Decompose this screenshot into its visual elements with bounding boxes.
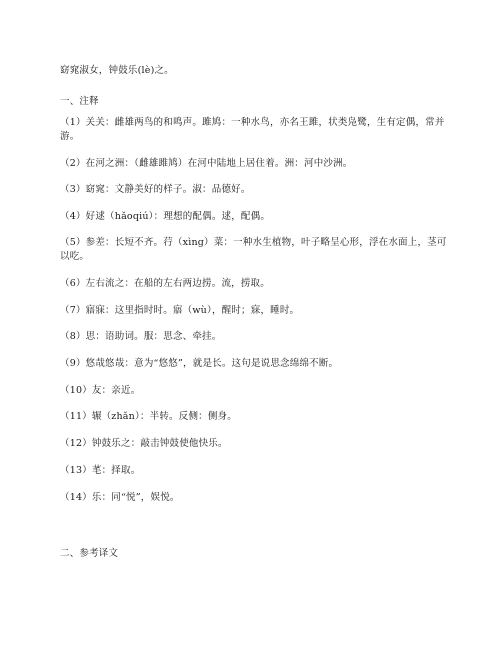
section-heading-translation: 二、参考译文 [60,548,119,559]
note-item-13: （13）芼：择取。 [60,465,141,476]
note-item-11: （11）辗（zhǎn）：半转。反侧：侧身。 [60,411,237,422]
note-item-12: （12）钟鼓乐之：敲击钟鼓使他快乐。 [60,438,228,449]
note-item-5: （5）参差：长短不齐。荇（xìng）菜：一种水生植物，叶子略呈心形，浮在水面上，茎可以吃。 [60,237,447,262]
note-item-10: （10）友：亲近。 [60,385,141,396]
note-item-8: （8）思：语助词。服：思念、牵挂。 [60,331,222,342]
note-item-1: （1）关关：雌雄两鸟的和鸣声。雎鸠：一种水鸟，亦名王雎，状类凫鹭，生有定偶，常并游。 [60,117,445,142]
intro-line: 窈窕淑女，钟鼓乐(lè)之。 [60,65,174,76]
note-item-4: （4）好逑（hǎoqiú）：理想的配偶。逑，配偶。 [60,211,271,222]
note-item-6: （6）左右流之：在船的左右两边捞。流，捞取。 [60,278,270,289]
note-item-14: （14）乐：同“悦”，娱悦。 [60,492,180,503]
section-heading-notes: 一、注释 [60,96,99,107]
note-item-9: （9）悠哉悠哉：意为“悠悠”，就是长。这句是说思念绵绵不断。 [60,358,339,369]
note-item-7: （7）寤寐：这里指时时。寤（wù），醒时；寐，睡时。 [60,305,300,316]
note-item-2: （2）在河之洲：（雌雄雎鸠）在河中陆地上居住着。洲：河中沙洲。 [60,158,353,169]
note-item-3: （3）窈窕：文静美好的样子。淑：品德好。 [60,184,251,195]
